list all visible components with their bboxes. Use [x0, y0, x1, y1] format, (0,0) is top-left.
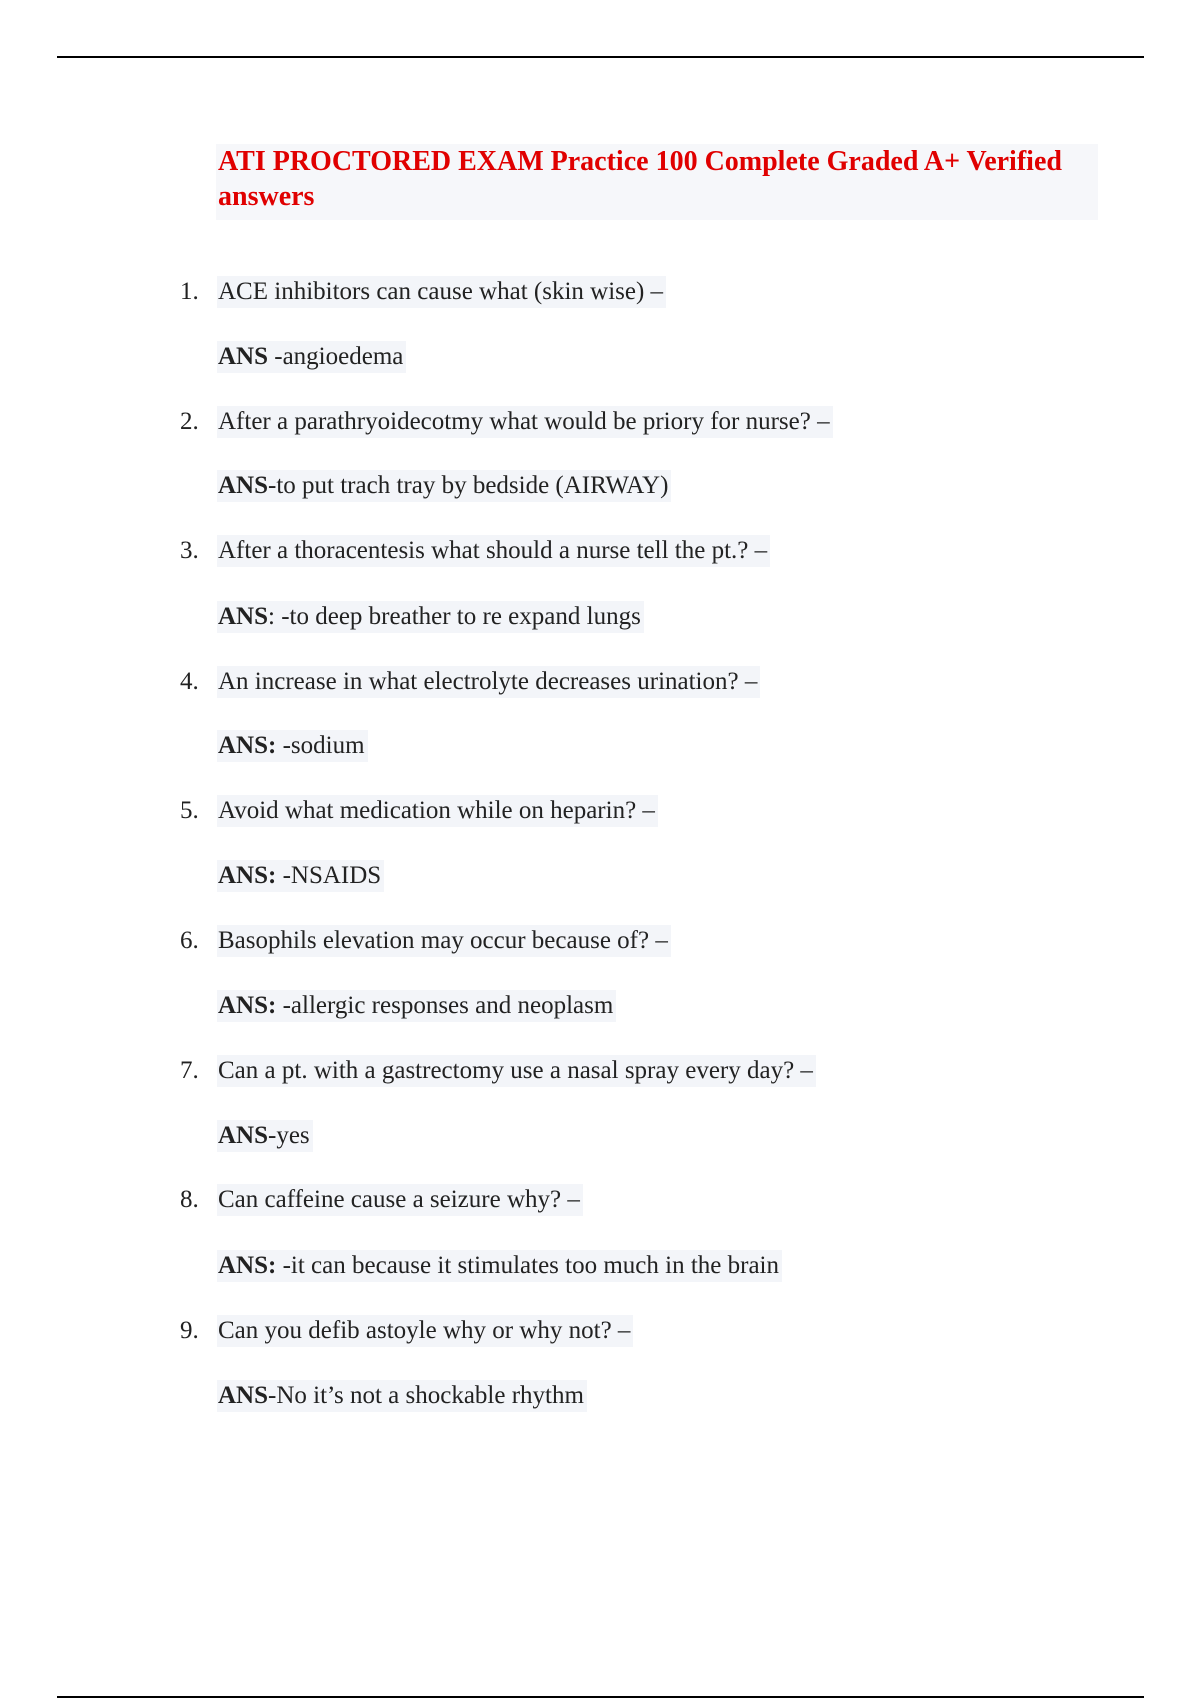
question-text: Can a pt. with a gastrectomy use a nasal spray every day? – — [217, 1055, 816, 1087]
answer-text: -it can because it stimulates too much in the brain — [276, 1252, 779, 1279]
answer-line — [217, 990, 616, 1022]
answer-text: -NSAIDS — [276, 862, 382, 889]
answer-text: -sodium — [276, 732, 365, 759]
answer-line — [217, 1250, 782, 1282]
answer-label: ANS — [218, 472, 269, 499]
question-number: 6. — [180, 927, 199, 954]
answer-text: -angioedema — [268, 343, 404, 370]
question-text: An increase in what electrolyte decreases urination? – — [217, 666, 760, 698]
question-text: Can caffeine cause a seizure why? – — [217, 1184, 583, 1216]
question-number: 8. — [180, 1186, 199, 1213]
answer-line — [217, 860, 384, 892]
question-number: 7. — [180, 1057, 199, 1084]
question-number: 1. — [180, 278, 199, 305]
answer-label: ANS: — [218, 992, 277, 1019]
answer-label: ANS — [218, 1382, 269, 1409]
answer-text: : -to deep breather to re expand lungs — [268, 603, 641, 630]
question-text: Basophils elevation may occur because of? – — [217, 925, 671, 957]
answer-line — [217, 1380, 587, 1412]
question-number: 9. — [180, 1317, 199, 1344]
question-text: After a thoracentesis what should a nurse tell the pt.? – — [217, 535, 770, 567]
document-title: ATI PROCTORED EXAM Practice 100 Complete Graded A+ Verified answers — [218, 146, 1062, 212]
answer-text: -yes — [268, 1122, 310, 1149]
question-number: 3. — [180, 537, 199, 564]
answer-label: ANS: — [218, 862, 277, 889]
answer-label: ANS — [218, 343, 269, 370]
answer-text: -allergic responses and neoplasm — [276, 992, 614, 1019]
answer-text: -to put trach tray by bedside (AIRWAY) — [268, 472, 669, 499]
answer-line — [217, 341, 406, 373]
question-text: ACE inhibitors can cause what (skin wise) – — [217, 276, 666, 308]
answer-label: ANS — [218, 603, 269, 630]
question-number: 4. — [180, 668, 199, 695]
question-number: 5. — [180, 797, 199, 824]
question-text: After a parathryoidecotmy what would be priory for nurse? – — [217, 406, 833, 438]
answer-label: ANS — [218, 1122, 269, 1149]
answer-line — [217, 1120, 313, 1152]
question-text: Can you defib astoyle why or why not? – — [217, 1315, 633, 1347]
question-number: 2. — [180, 408, 199, 435]
question-text: Avoid what medication while on heparin? – — [217, 795, 658, 827]
answer-line — [217, 601, 644, 633]
answer-label: ANS: — [218, 1252, 277, 1279]
bottom-rule — [57, 1696, 1144, 1698]
answer-line — [217, 470, 671, 502]
answer-label: ANS: — [218, 732, 277, 759]
answer-line — [217, 730, 368, 762]
answer-text: -No it’s not a shockable rhythm — [268, 1382, 584, 1409]
